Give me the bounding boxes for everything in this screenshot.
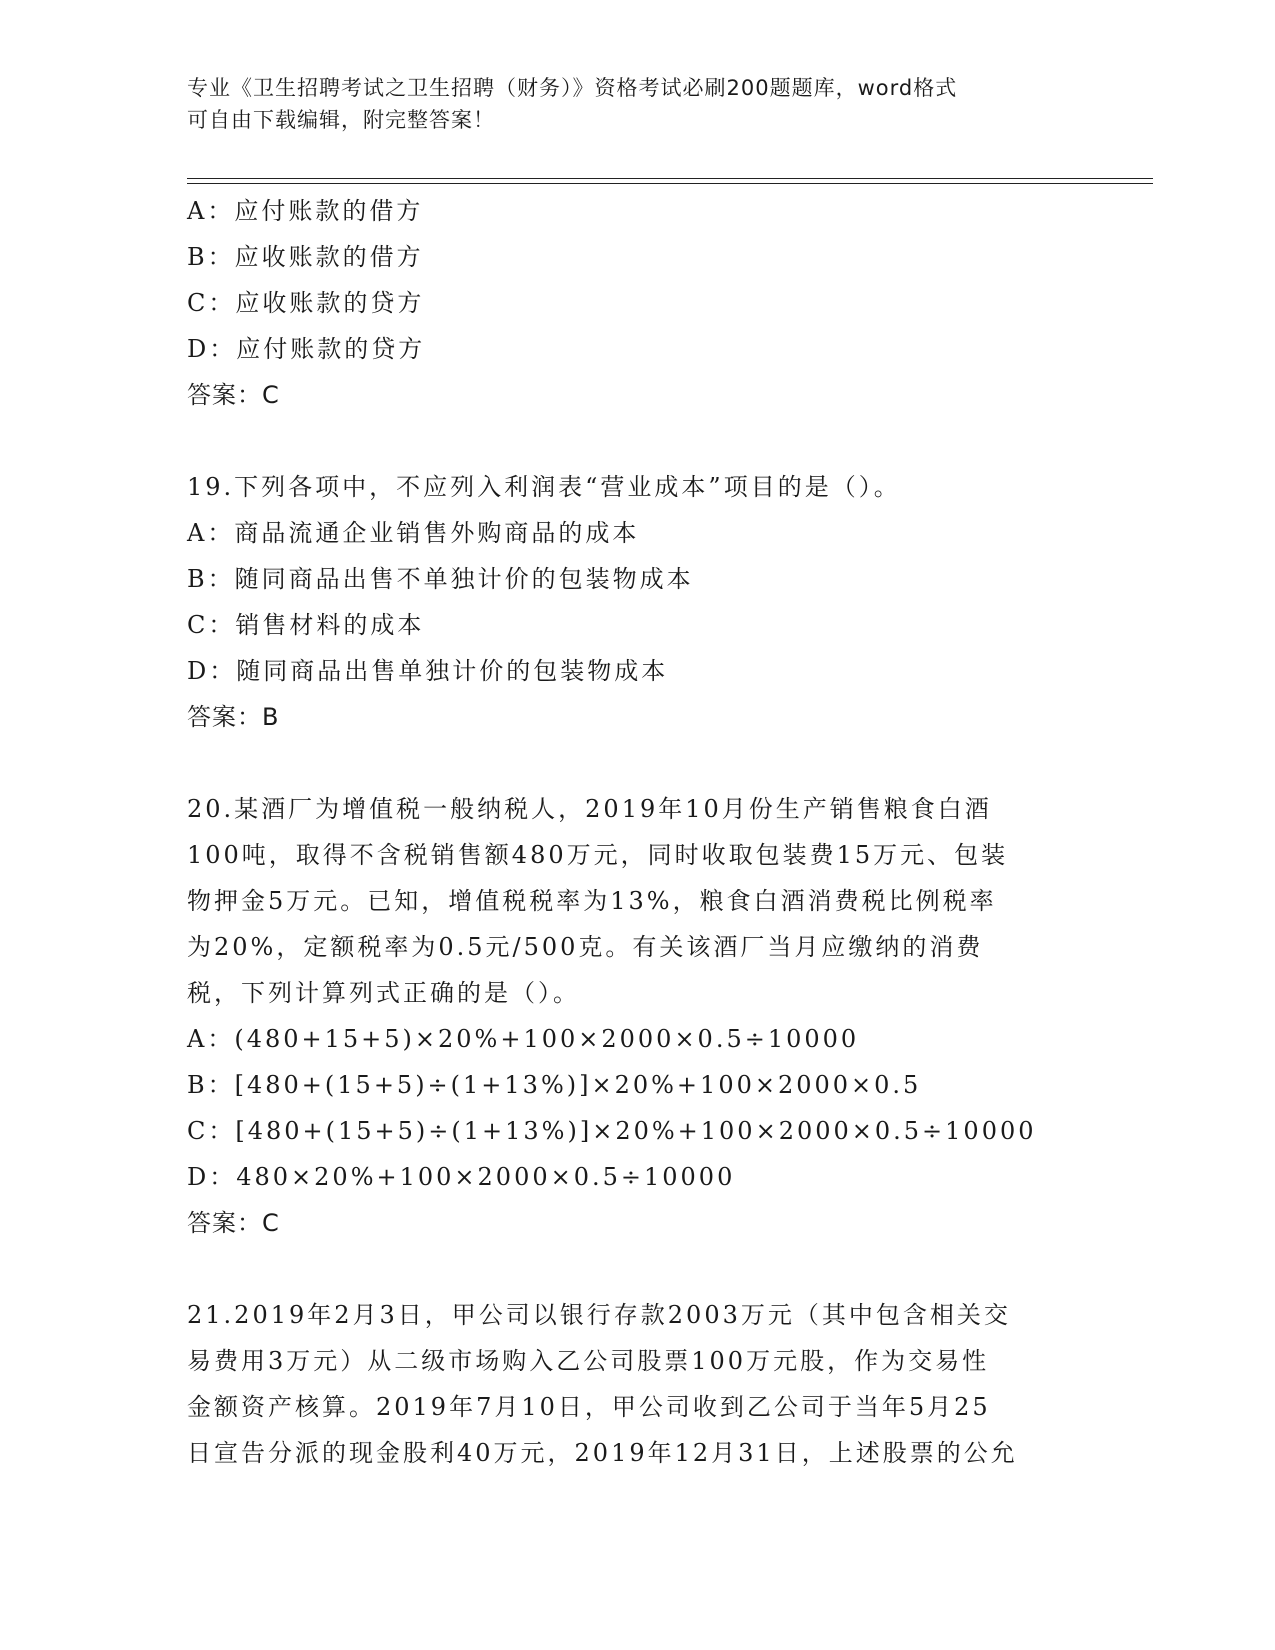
option-b: B：随同商品出售不单独计价的包装物成本 [187,565,694,593]
header-line-2: 可自由下载编辑，附完整答案！ [187,108,495,132]
question-stem-line-3: 物押金5万元。已知，增值税税率为13%，粮食白酒消费税比例税率 [187,887,997,915]
question-stem-line-4: 为20%，定额税率为0.5元/500克。有关该酒厂当月应缴纳的消费 [187,933,984,961]
option-b: B：[480+(15+5)÷(1+13%)]×20%+100×2000×0.5 [187,1071,922,1099]
spacer [187,1246,1087,1292]
question-20 [187,786,1087,1246]
header-divider-bottom [187,183,1153,184]
spacer [187,418,1087,464]
question-stem-line-2: 100吨，取得不含税销售额480万元，同时收取包装费15万元、包装 [187,841,1009,869]
question-stem-line-5: 税，下列计算列式正确的是（）。 [187,979,580,1007]
option-a: A：(480+15+5)×20%+100×2000×0.5÷10000 [187,1025,860,1053]
option-c: C：应收账款的贷方 [187,289,425,317]
option-b: B：应收账款的借方 [187,243,424,271]
option-d: D：480×20%+100×2000×0.5÷10000 [187,1163,736,1191]
option-c: C：销售材料的成本 [187,611,425,639]
header-divider-top [187,178,1153,179]
option-d: D：随同商品出售单独计价的包装物成本 [187,657,669,685]
option-a: A：应付账款的借方 [187,197,424,225]
answer-line: 答案：C [187,381,280,409]
spacer [187,740,1087,786]
header-line-1: 专业《卫生招聘考试之卫生招聘（财务）》资格考试必刷200题题库，word格式 [187,76,958,100]
question-18-tail [187,188,1087,418]
question-stem-line-1: 21.2019年2月3日，甲公司以银行存款2003万元（其中包含相关交 [187,1301,1011,1329]
question-stem: 19.下列各项中，不应列入利润表“营业成本”项目的是（）。 [187,473,901,501]
question-stem-line-1: 20.某酒厂为增值税一般纳税人，2019年10月份生产销售粮食白酒 [187,795,992,823]
answer-line: 答案：B [187,703,280,731]
question-19 [187,464,1087,740]
option-c: C：[480+(15+5)÷(1+13%)]×20%+100×2000×0.5÷10000 [187,1117,1037,1145]
option-a: A：商品流通企业销售外购商品的成本 [187,519,640,547]
answer-line: 答案：C [187,1209,280,1237]
question-21 [187,1292,1087,1476]
question-stem-line-3: 金额资产核算。2019年7月10日，甲公司收到乙公司于当年5月25 [187,1393,991,1421]
document-header [187,72,1087,136]
option-d: D：应付账款的贷方 [187,335,426,363]
question-stem-line-4: 日宣告分派的现金股利40万元，2019年12月31日，上述股票的公允 [187,1439,1018,1467]
question-stem-line-2: 易费用3万元）从二级市场购入乙公司股票100万元股，作为交易性 [187,1347,990,1375]
document-body [187,188,1087,1476]
